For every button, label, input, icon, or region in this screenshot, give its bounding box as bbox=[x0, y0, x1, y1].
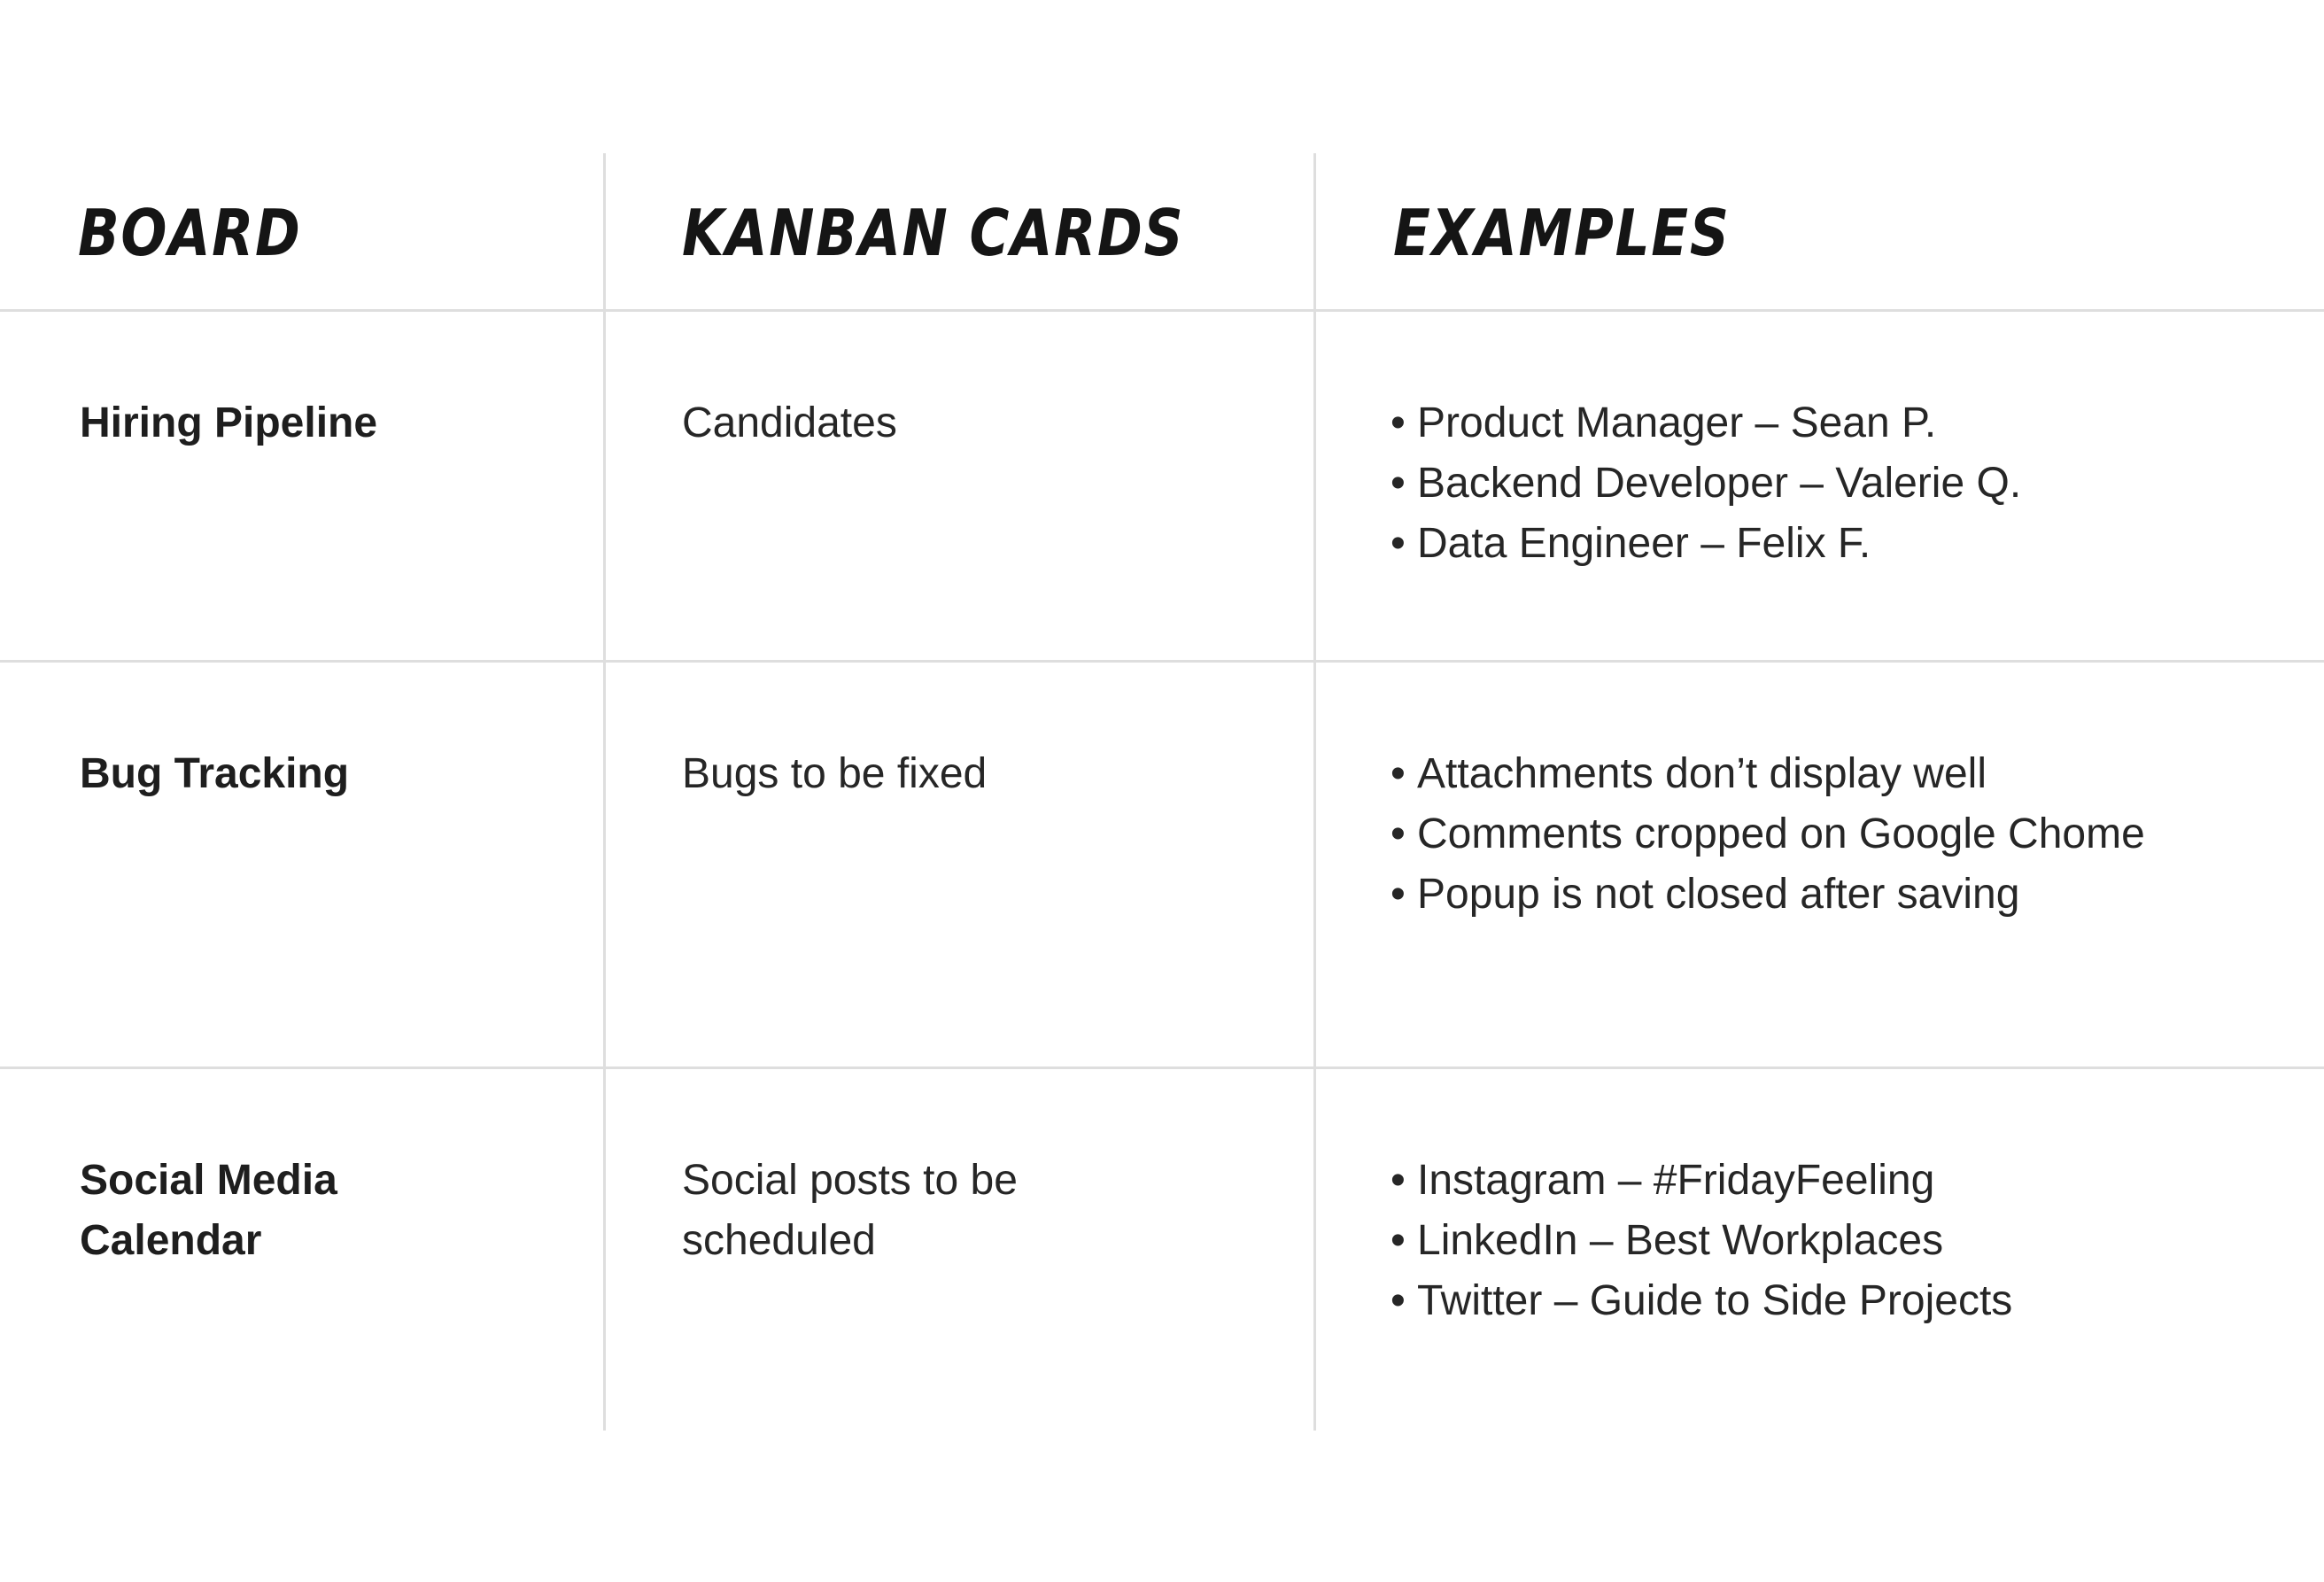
board-name: Hiring Pipeline bbox=[80, 399, 378, 446]
column-divider bbox=[1313, 153, 1316, 1431]
header-board: BOARD bbox=[78, 196, 302, 270]
example-item: • Product Manager – Sean P. bbox=[1391, 393, 2021, 454]
row-divider bbox=[0, 660, 2324, 663]
column-divider bbox=[603, 153, 606, 1431]
card-type: Bugs to be fixed bbox=[682, 750, 988, 797]
example-item: • Popup is not closed after saving bbox=[1391, 865, 2145, 925]
card-type: Social posts to be scheduled bbox=[682, 1157, 1018, 1264]
examples-list bbox=[1391, 393, 2021, 574]
card-type: Candidates bbox=[682, 399, 897, 446]
header-kanban-cards: KANBAN CARDS bbox=[682, 196, 1185, 270]
header-examples: EXAMPLES bbox=[1393, 196, 1731, 270]
example-item: • Data Engineer – Felix F. bbox=[1391, 514, 2021, 574]
board-name: Bug Tracking bbox=[80, 750, 350, 797]
example-item: • LinkedIn – Best Workplaces bbox=[1391, 1211, 2012, 1271]
example-item: • Attachments don’t display well bbox=[1391, 744, 2145, 804]
example-item: • Instagram – #FridayFeeling bbox=[1391, 1151, 2012, 1211]
row-divider bbox=[0, 1066, 2324, 1069]
example-item: • Twitter – Guide to Side Projects bbox=[1391, 1271, 2012, 1331]
row-divider bbox=[0, 309, 2324, 312]
board-name: Social Media Calendar bbox=[80, 1157, 337, 1264]
example-item: • Backend Developer – Valerie Q. bbox=[1391, 454, 2021, 514]
examples-list bbox=[1391, 744, 2145, 925]
examples-list bbox=[1391, 1151, 2012, 1331]
example-item: • Comments cropped on Google Chome bbox=[1391, 804, 2145, 865]
